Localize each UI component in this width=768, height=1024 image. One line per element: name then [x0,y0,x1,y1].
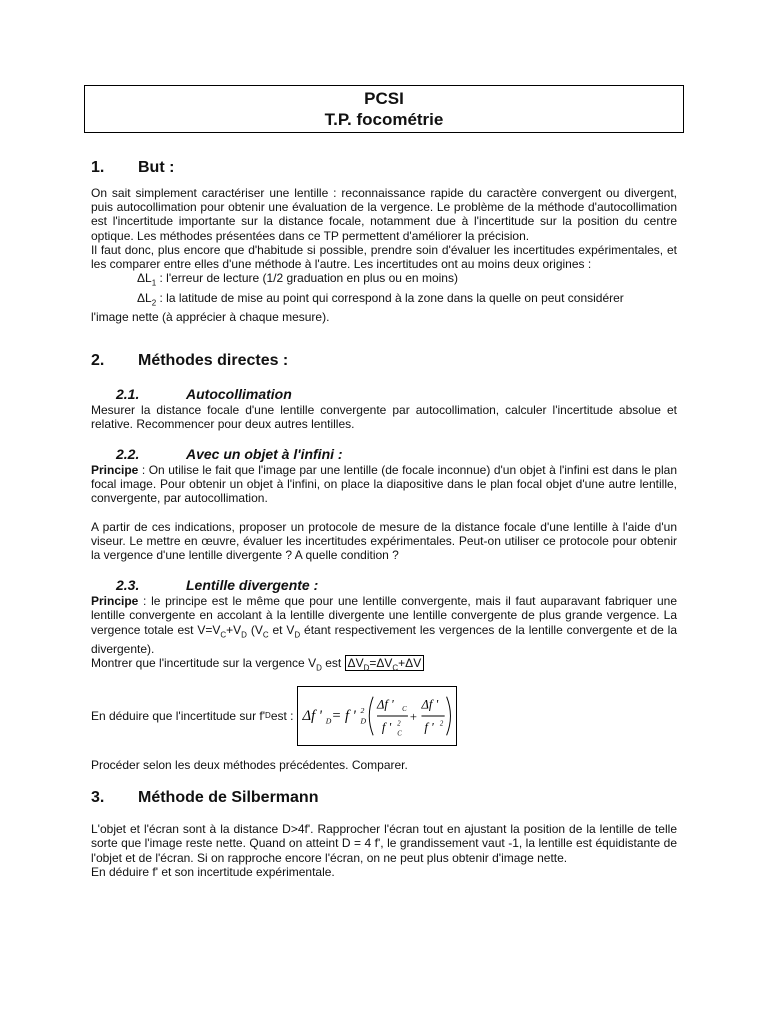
svg-text:2: 2 [360,706,364,716]
subsection-2-2-heading: 2.2. Avec un objet à l'infini : [116,446,343,463]
paragraph: Principe : On utilise le fait que l'image par une lentille (de focale inconnue) d'un objet à l'infini est dans le plan focal image. Pour obtenir un objet à l'infini, on place la diapositive dans le plan focal objet d'une autre lentille, convergente, par autocollimation. [91,463,677,506]
paragraph: A partir de ces indications, proposer un protocole de mesure de la distance focale d'une lentille à l'aide d'un viseur. Le mettre en œuvre, évaluer les incertitudes expérimentales. Peut-on utiliser ce protocole pour obtenir la vergence d'une lentille divergente ? A quelle condition ? [91,519,677,563]
formula-line: En déduire que l'incertitude sur f' D est : Δf ' D = f ' 2 D Δf ' C f ' 2 C + Δf ' f ' 2 [91,686,677,746]
svg-text:Δf ': Δf ' [420,697,438,712]
uncertainty-item: $\Delta L_2$ : la latitude de mise au point qui correspond à la zone dans la quelle on peut considérer [137,290,624,308]
svg-text:2: 2 [396,720,401,728]
paragraph: En déduire f' et son incertitude expérimentale. [91,864,335,879]
section-number: 1. [91,159,105,176]
subsection-2-1-heading: 2.1. Autocollimation [116,385,292,402]
subsection-2-3-heading: 2.3. Lentille divergente : [116,577,319,594]
svg-text:2: 2 [439,720,443,728]
svg-text:+: + [409,709,417,724]
paragraph: On sait simplement caractériser une lentille : reconnaissance rapide du caractère convergent ou divergent, puis autocollimation pour obtenir une évaluation de la vergence. Le problème de la méthode d'autocollimation est l'incertitude importante sur la distance focale, notamment due à l'incertitude sur la position du centre optique. Les méthodes présentées dans ce TP permettent d'améliorer la précision. [91,186,677,243]
boxed-result: $\Delta V_D=\Delta V_C+\Delta V$ [345,655,425,671]
paragraph: Procéder selon les deux méthodes précédentes. Comparer. [91,758,408,773]
section-title: But : [138,159,175,176]
uncertainty-formula [297,686,457,746]
section-title: Méthode de Silbermann [138,789,319,807]
paragraph: Il faut donc, plus encore que d'habitude si possible, prendre soin d'évaluer les incertitudes expérimentales, et les comparer entre elles d'une méthode à l'autre. Les incertitudes ont au moins deux origines : [91,242,677,272]
svg-text:D: D [360,716,366,726]
svg-text:= f ': = f ' [331,707,356,724]
svg-text:f ': f ' [423,720,434,735]
section-title: Méthodes directes : [138,351,289,369]
svg-text:Δf ': Δf ' [376,697,394,712]
paragraph: L'objet et l'écran sont à la distance D>4f'. Rapprocher l'écran tout en ajustant la position de la lentille de telle sorte que l'image reste nette. Quand on atteint D = 4 f', le grandissement vaut -1, la lentille est équidistante de l'objet et de l'écran. Si on rapproche encore l'écran, on ne peut plus obtenir d'image nette. [91,822,677,865]
section-3-heading [91,788,677,808]
section-1-heading [91,158,677,178]
svg-text:Δf ': Δf ' [302,707,322,724]
svg-text:D: D [325,716,331,726]
title-line-2: T.P. focométrie [324,110,444,129]
title-box [84,85,684,133]
uncertainty-item: $\Delta L_1$ : l'erreur de lecture (1/2 graduation en plus ou en moins) [137,271,458,288]
paragraph: Principe : le principe est le même que pour une lentille convergente, mais il faut auparavant fabriquer une lentille convergente en accolant à la lentille divergente une lentille convergente de plus grande vergence. La vergence totale est $V=V_C+V_D$ ($V_C$ et $V_D$ étant respectivement les vergences de la lentille convergente et de la divergente). [91,594,677,657]
paragraph: l'image nette (à apprécier à chaque mesure). [91,310,330,325]
section-2-heading [91,351,677,371]
svg-text:C: C [396,730,402,738]
section-number: 2. [91,351,105,369]
svg-text:C: C [401,706,407,714]
paragraph: Mesurer la distance focale d'une lentille convergente par autocollimation, calculer l'incertitude absolue et relative. Recommencer pour deux autres lentilles. [91,402,677,431]
svg-text:f ': f ' [381,720,391,735]
section-number: 3. [91,789,105,807]
paragraph: Montrer que l'incertitude sur la vergence $V_D$ est $\Delta V_D=\Delta V_C+\Delta V$ [91,656,677,676]
title-line-1: PCSI [364,89,404,108]
document-content [91,158,677,879]
